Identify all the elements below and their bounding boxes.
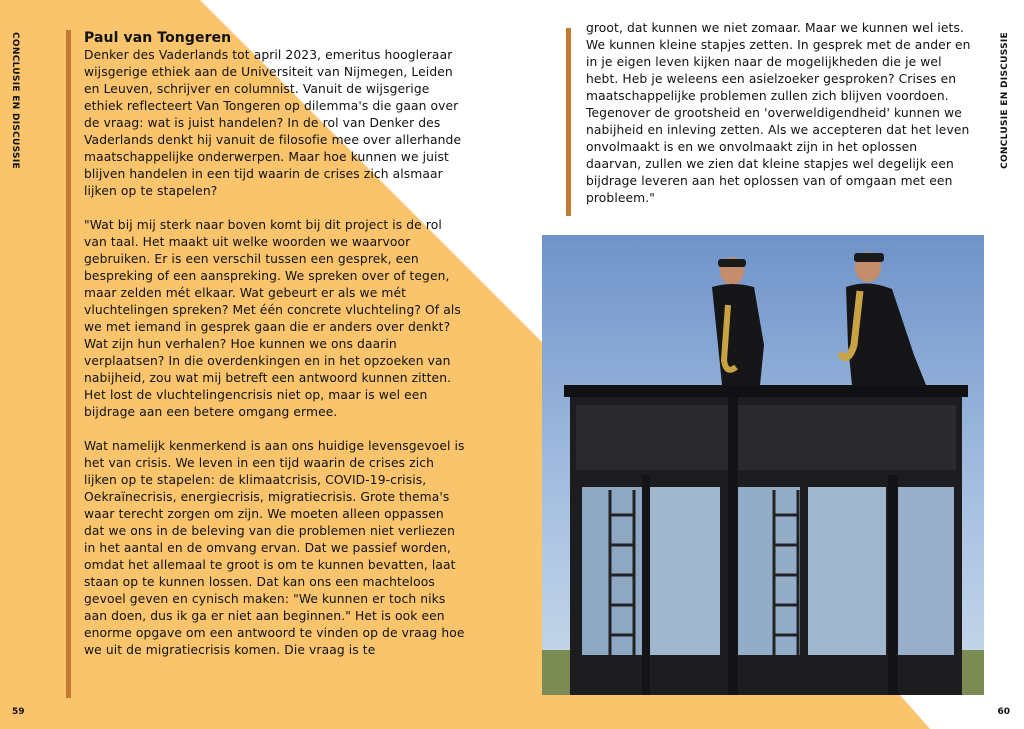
page-number-left: 59 (12, 707, 25, 717)
right-column (586, 20, 974, 224)
photo-saxophonists (542, 235, 984, 695)
left-column (84, 30, 468, 676)
author-bio: Denker des Vaderlands tot april 2023, emeritus hoogleraar wijsgerige ethiek aan de Universiteit van Nijmegen, Leiden en Leuven, schrijver en columnist. Vanuit de wijsgerige ethiek reflecteert Van Tongeren op dilemma's die gaan over de vraag: wat is juist handelen? In de rol van Denker des Vaderlands denkt hij vanuit de filosofie mee over allerhande maatschappelijke onderwerpen. Maar hoe kunnen we juist blijven handelen in een tijd waarin de crises zich alsmaar lijken op te stapelen? (84, 48, 462, 198)
quote-paragraph-continued: groot, dat kunnen we niet zomaar. Maar we kunnen wel iets. We kunnen kleine stapjes zetten. In gesprek met de ander en in je eigen leven kijken naar de mogelijkheden die je wel hebt. Heb je weleens een asielzoeker gesproken? Crises en maatschappelijke problemen zullen zich blijven voordoen. Tegenover de grootsheid en 'overweldigendheid' kunnen we nabijheid en inleving zetten. Als we accepteren dat het leven onvolmaakt is en we onvolmaakt zijn in het oplossen daarvan, zullen we zien dat kleine stapjes wel degelijk een bijdrage leveren aan het oplossen van of omgaan met een probleem." (586, 21, 971, 205)
section-label-right: CONCLUSIE EN DISCUSSIE (1000, 32, 1010, 169)
page-number-right: 60 (997, 707, 1010, 717)
quote-paragraph-crisis: Wat namelijk kenmerkend is aan ons huidige levensgevoel is het van crisis. We leven in een tijd waarin de crises zich lijken op te stapelen: de klimaatcrisis, COVID-19-crisis, Oekraïnecrisis, energiecrisis, migratiecrisis. Grote thema's waar terecht zorgen om zijn. We moeten alleen oppassen dat we ons in de beleving van die problemen niet verliezen in het aantal en de omvang ervan. Dat we passief worden, omdat het allemaal te groot is om te kunnen bevatten, laat staan op te kunnen lossen. Dat kan ons een machteloos gevoel geven en cynisch maken: "We kunnen er toch niks aan doen, dus ik ga er niet aan beginnen." Het is ook een enorme opgave om een antwoord te vinden op de vraag hoe we uit de migratiecrisis komen. Die vraag is te (84, 439, 465, 657)
author-name: Paul van Tongeren (84, 30, 232, 46)
quote-paragraph-language: "Wat bij mij sterk naar boven komt bij dit project is de rol van taal. Het maakt uit welke woorden we waarvoor gebruiken. Er is een verschil tussen een gesprek, een bespreking of een aanspreking. We spreken over of tegen, maar zelden mét elkaar. Wat gebeurt er als we mét vluchtelingen spreken? Met één concrete vluchteling? Of als we met iemand in gesprek gaan die er anders over denkt? Wat zijn hun verhalen? Hoe kunnen we ons daarin verplaatsen? In die overdenkingen en in het opzoeken van nabijheid, zou wat mij betreft een antwoord kunnen zitten. Het lost de vluchtelingencrisis niet op, maar is wel een bijdrage aan een betere omgang ermee. (84, 218, 461, 419)
intro-paragraph (84, 30, 468, 200)
accent-rule-right (566, 28, 571, 216)
section-label-left: CONCLUSIE EN DISCUSSIE (10, 32, 20, 169)
accent-rule-left (66, 30, 71, 698)
photo-two-saxophonists-on-booth-icon (542, 235, 984, 695)
